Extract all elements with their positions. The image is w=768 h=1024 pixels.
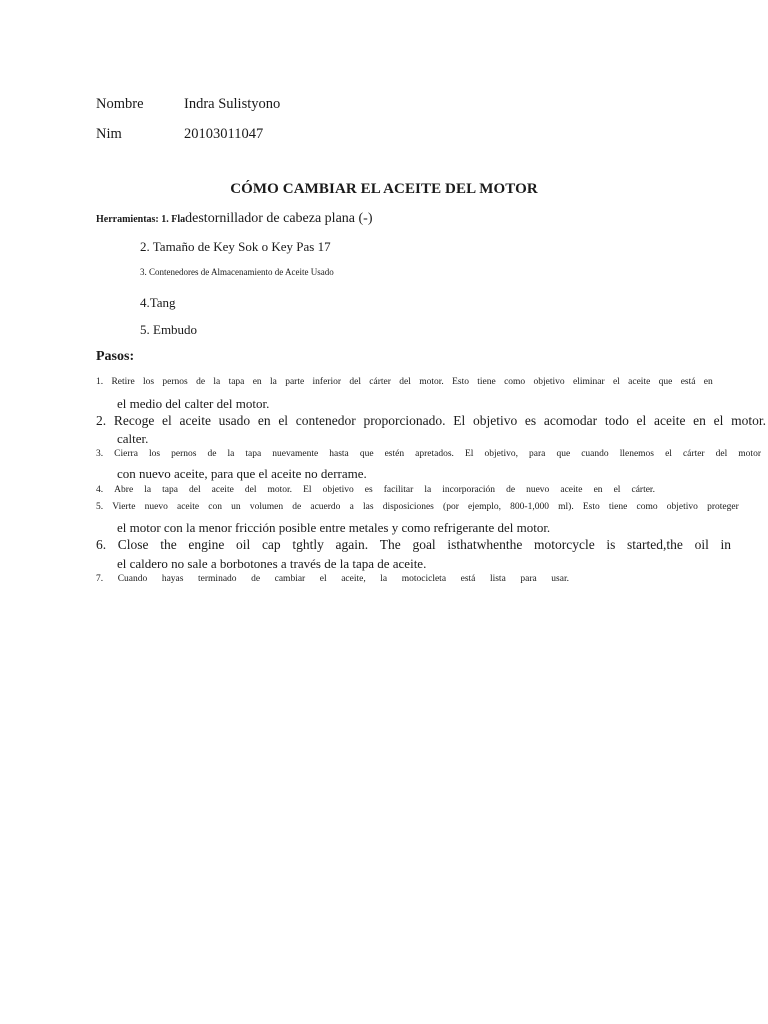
- word: tapa: [162, 485, 178, 495]
- word: aceite: [653, 413, 686, 428]
- word: usado: [218, 413, 251, 428]
- word: del: [399, 377, 411, 387]
- step-3-line-2: con nuevo aceite, para que el aceite no derrame.: [117, 466, 367, 481]
- word: eliminar: [572, 377, 605, 387]
- word: cárter.: [631, 485, 655, 495]
- word: la: [213, 377, 221, 387]
- word: del: [715, 449, 728, 459]
- tool-2: 2. Tamaño de Key Sok o Key Pas 17: [140, 239, 331, 254]
- word: aceite: [176, 502, 200, 512]
- step-6-line-2: el caldero no sale a borbotones a través de la tapa de aceite.: [117, 556, 427, 571]
- step-5-line-1: [96, 502, 739, 512]
- word: con: [208, 502, 223, 512]
- word: en: [252, 377, 262, 387]
- word: un: [231, 502, 241, 512]
- word: de: [292, 502, 302, 512]
- word: cuando: [581, 449, 609, 459]
- word: Cierra: [114, 449, 138, 459]
- word: todo: [604, 413, 629, 428]
- word: facilitar: [383, 485, 414, 495]
- word: del: [189, 485, 201, 495]
- word: a: [349, 502, 354, 512]
- word: (por: [443, 502, 459, 512]
- word: Cuando: [117, 574, 148, 584]
- step-1-line-1: [96, 377, 713, 387]
- step-7-line-1: [96, 574, 569, 584]
- word: del: [349, 377, 361, 387]
- word: motor.: [731, 413, 766, 428]
- word: aceite: [628, 377, 651, 387]
- word: motor.: [419, 377, 444, 387]
- word: es: [524, 413, 537, 428]
- word: 3.: [96, 449, 104, 459]
- step-1-line-2: el medio del calter del motor.: [117, 396, 270, 411]
- word: ml).: [558, 502, 574, 512]
- word: que: [556, 449, 571, 459]
- word: is: [606, 537, 616, 552]
- word: que: [359, 449, 374, 459]
- word: el: [713, 413, 724, 428]
- word: goal: [412, 537, 436, 552]
- word: Recoge: [113, 413, 155, 428]
- word: tghtly: [292, 537, 324, 552]
- word: 7.: [96, 574, 104, 584]
- word: pernos: [162, 377, 188, 387]
- step-3-line-1: [96, 449, 761, 459]
- name-label: Nombre: [96, 96, 144, 112]
- tool-4: 4.Tang: [140, 295, 176, 310]
- word: acuerdo: [310, 502, 341, 512]
- word: nuevo: [526, 485, 550, 495]
- word: cárter: [682, 449, 705, 459]
- word: 6.: [96, 537, 107, 552]
- word: 2.: [96, 413, 107, 428]
- word: el: [319, 574, 327, 584]
- word: cap: [261, 537, 281, 552]
- word: again.: [335, 537, 369, 552]
- word: Esto: [452, 377, 469, 387]
- word: la: [424, 485, 432, 495]
- word: cambiar: [274, 574, 306, 584]
- word: de: [207, 449, 217, 459]
- step-4-line-1: [96, 485, 655, 495]
- word: motorcycle: [533, 537, 595, 552]
- word: de: [251, 574, 261, 584]
- step-2-line-1: [96, 413, 766, 429]
- word: como: [636, 502, 658, 512]
- tools-label: Herramientas: 1. Fla: [96, 214, 186, 225]
- word: 800-1,000: [510, 502, 549, 512]
- word: para: [529, 449, 546, 459]
- word: El: [453, 413, 466, 428]
- word: volumen: [249, 502, 284, 512]
- word: isthatwhenthe: [447, 537, 523, 552]
- word: El: [464, 449, 474, 459]
- word: el: [162, 413, 172, 428]
- word: oil: [694, 537, 709, 552]
- word: el: [636, 413, 647, 428]
- word: del: [244, 485, 257, 495]
- word: el: [665, 449, 672, 459]
- word: cárter: [369, 377, 391, 387]
- word: proteger: [707, 502, 739, 512]
- step-5-line-2: el motor con la menor fricción posible entre metales y como refrigerante del motor.: [117, 520, 551, 535]
- name-value: Indra Sulistyono: [184, 96, 281, 112]
- word: el: [278, 413, 289, 428]
- word: the: [160, 537, 177, 552]
- word: The: [379, 537, 401, 552]
- document-title: CÓMO CAMBIAR EL ACEITE DEL MOTOR: [230, 181, 538, 197]
- word: que: [658, 377, 673, 387]
- word: in: [720, 537, 731, 552]
- word: tapa: [228, 377, 245, 387]
- word: El: [303, 485, 312, 495]
- word: objetivo: [666, 502, 698, 512]
- word: objetivo: [533, 377, 565, 387]
- word: objetivo: [472, 413, 518, 428]
- word: usar.: [551, 574, 569, 584]
- word: apretados.: [415, 449, 454, 459]
- word: en: [693, 413, 706, 428]
- word: nuevo: [144, 502, 168, 512]
- word: de: [196, 377, 206, 387]
- word: terminado: [198, 574, 237, 584]
- word: nuevamente: [272, 449, 319, 459]
- word: objetivo: [322, 485, 354, 495]
- word: proporcionado.: [363, 413, 446, 428]
- word: 5.: [96, 502, 104, 512]
- tool-3: 3. Contenedores de Almacenamiento de Aceite Usado: [140, 267, 334, 277]
- word: en: [257, 413, 271, 428]
- step-6-line-1: [96, 537, 731, 553]
- word: Abre: [114, 485, 134, 495]
- word: el: [612, 377, 620, 387]
- word: inferior: [312, 377, 342, 387]
- steps-heading: Pasos:: [96, 349, 135, 364]
- word: contenedor: [295, 413, 356, 428]
- word: para: [520, 574, 537, 584]
- word: de: [506, 485, 516, 495]
- word: oil: [236, 537, 251, 552]
- word: Close: [117, 537, 149, 552]
- word: Vierte: [112, 502, 136, 512]
- word: motocicleta: [401, 574, 447, 584]
- word: en: [703, 377, 713, 387]
- tools-line-1: [96, 211, 373, 227]
- word: hayas: [161, 574, 184, 584]
- word: está: [680, 377, 696, 387]
- word: los: [143, 377, 155, 387]
- word: started,the: [627, 537, 683, 552]
- word: tiene: [477, 377, 496, 387]
- word: disposiciones: [382, 502, 434, 512]
- word: es: [364, 485, 373, 495]
- word: 1.: [96, 377, 104, 387]
- word: el: [613, 485, 621, 495]
- word: engine: [188, 537, 225, 552]
- word: la: [380, 574, 388, 584]
- word: tiene: [608, 502, 628, 512]
- word: Esto: [582, 502, 600, 512]
- word: la: [144, 485, 152, 495]
- nim-value: 20103011047: [184, 126, 264, 142]
- word: parte: [285, 377, 305, 387]
- tool-1-text: destornillador de cabeza plana (-): [185, 211, 373, 226]
- word: motor.: [267, 485, 293, 495]
- word: 4.: [96, 485, 104, 495]
- word: la: [270, 377, 277, 387]
- word: hasta: [329, 449, 349, 459]
- nim-label: Nim: [96, 126, 122, 142]
- word: Retire: [111, 377, 135, 387]
- word: aceite: [560, 485, 583, 495]
- word: como: [504, 377, 526, 387]
- word: en: [593, 485, 603, 495]
- word: llenemos: [619, 449, 655, 459]
- word: motor: [738, 449, 761, 459]
- word: ejemplo,: [468, 502, 502, 512]
- word: objetivo,: [484, 449, 518, 459]
- tool-5: 5. Embudo: [140, 322, 198, 337]
- word: estén: [384, 449, 405, 459]
- word: aceite: [179, 413, 211, 428]
- word: las: [362, 502, 374, 512]
- word: incorporación: [442, 485, 496, 495]
- word: lista: [489, 574, 506, 584]
- word: aceite: [211, 485, 234, 495]
- word: pernos: [171, 449, 197, 459]
- word: está: [460, 574, 476, 584]
- word: aceite,: [341, 574, 366, 584]
- word: los: [148, 449, 161, 459]
- word: tapa: [245, 449, 262, 459]
- step-2-line-2: calter.: [117, 431, 149, 446]
- word: la: [227, 449, 235, 459]
- word: acomodar: [543, 413, 598, 428]
